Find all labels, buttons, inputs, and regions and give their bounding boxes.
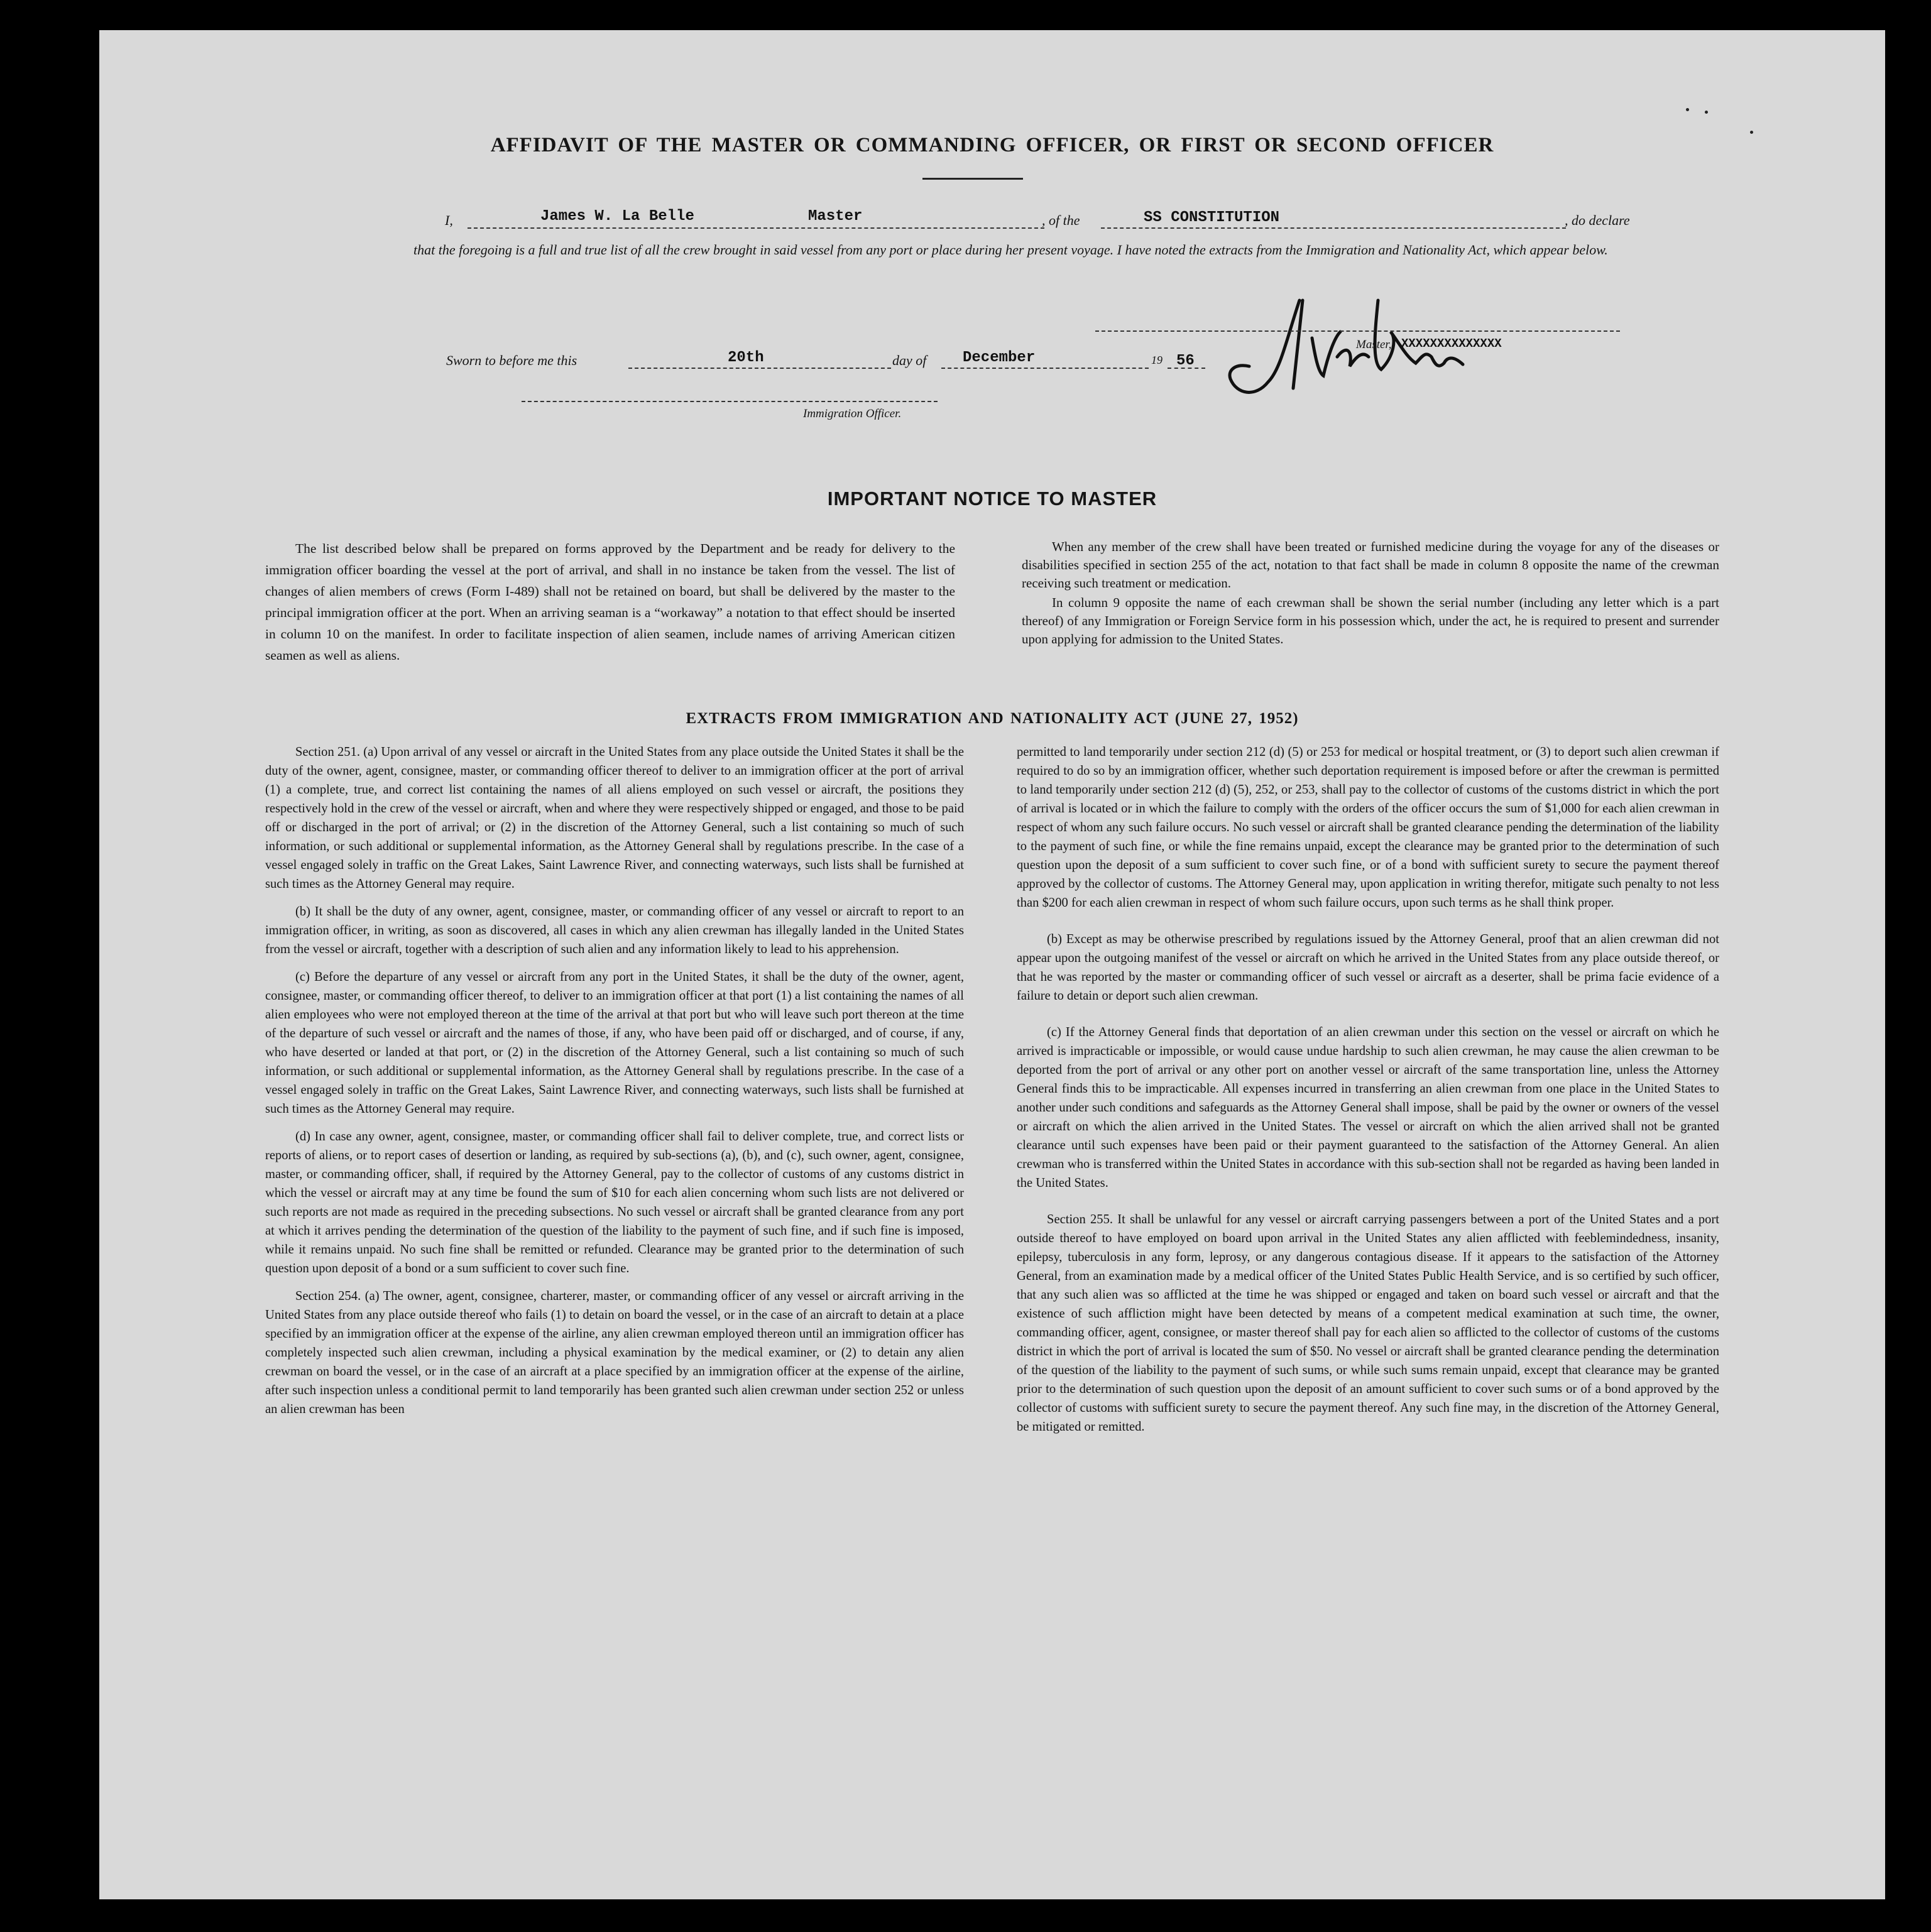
- year-value: 56: [1176, 352, 1195, 369]
- section-255: Section 255. It shall be unlawful for any vessel or aircraft carrying passengers between a port of the United States and a port outside thereof to have employed on board upon arrival in the United States any alien afflicted with feeblemindedness, insanity, epilepsy, tuberculosis in any form, leprosy, or any dangerous contagious disease. If it appears to the satisfaction of the Attorney General, from an examination made by a medical officer of the United States Public Health Service, and is so certified by such officer, that any such alien was so afflicted at the time he was shipped or engaged and taken on board such vessel or aircraft and that the existence of such affliction might have been detected by means of a competent medical examination at such time, the owner, commanding officer, agent, consignee, or master thereof shall pay for each alien so afflicted to the collector of customs of the customs district in which the port of arrival is located the sum of $50. No vessel or aircraft shall be granted clearance pending the determination of the question of the liability to the payment of such sums, or while such sums remain unpaid, except that clearance may be granted prior to the determination of such question upon the deposit of an amount sufficient to cover such sums or of a bond approved by the collector of customs with sufficient surety to secure the payment thereof. Any such fine may, in the discretion of the Attorney General, be mitigated or remitted.: [1017, 1213, 1719, 1434]
- declaration-text: that the foregoing is a full and true list of all the crew brought in said vessel from any port or place during her present voyage. I have noted the extracts from the Immigration and Nationality Act, which appear below.: [413, 242, 1608, 258]
- sworn-label: Sworn to before me this: [446, 352, 577, 368]
- section-251a: Section 251. (a) Upon arrival of any vessel or aircraft in the United States from any place outside the United States it shall be the duty of the owner, agent, consignee, master, or commanding officer thereof to deliver to an immigration officer at the port of arrival (1) a complete, true, and correct list containing the names of all aliens employed on such vessel or aircraft, the positions they respectively hold in the crew of the vessel or aircraft, when and where they were respectively shipped or engaged, and those to be paid off or discharged in the port of arrival; or (2) in the discretion of the Attorney General, such a list containing so much of such information, or such additional or supplemental information, as the Attorney General shall by regulations prescribe. In the case of a vessel engaged solely in traffic on the Great Lakes, Saint Lawrence River, and connecting waterways, such lists shall be furnished at such times as the Attorney General may require.: [265, 745, 964, 891]
- do-declare-label: , do declare: [1565, 212, 1630, 228]
- section-254a: Section 254. (a) The owner, agent, consignee, charterer, master, or commanding officer of any vessel or aircraft arriving in the United States from any place outside thereof who fails (1) to detain on board the vessel, or in the case of an aircraft to detain at a place specified by an immigration officer at the expense of the airline, any alien crewman employed thereon until an immigration officer has completely inspected such alien crewman, including a physical examination by the medical examiner, or (2) to detain any alien crewman on board the vessel, or in the case of an aircraft at a place specified by an immigration officer at the expense of the airline, after such inspection unless a conditional permit to land temporarily has been granted such alien crewman under section 252 or unless an alien crewman has been: [265, 1289, 964, 1416]
- day-value: 20th: [728, 349, 764, 366]
- day-of-label: day of: [892, 352, 927, 368]
- speck-mark: [1705, 111, 1708, 114]
- notice-right-column: [1022, 538, 1719, 650]
- notice-paragraph: When any member of the crew shall have been treated or furnished medicine during the voyage for any of the diseases or disabilities specified in section 255 of the act, notation to that fact shall be made in column 8 opposite the name of the crewman receiving such treatment or medication.: [1022, 539, 1719, 591]
- section-251b: (b) It shall be the duty of any owner, agent, consignee, master, or commanding officer of any vessel or aircraft to report to an immigration officer, in writing, as soon as discovered, all cases in which any alien crewman has illegally landed in the United States from the vessel or aircraft, together with a description of such alien and any information likely to lead to his apprehension.: [265, 905, 964, 956]
- master-caption: Master,: [1356, 338, 1392, 351]
- i-label: I,: [445, 212, 453, 228]
- vessel-line: [1101, 227, 1566, 229]
- officer-signature-line: [522, 401, 938, 402]
- extracts-title: EXTRACTS FROM IMMIGRATION AND NATIONALITY ACT (JUNE 27, 1952): [686, 710, 1299, 727]
- notice-paragraph: In column 9 opposite the name of each crewman shall be shown the serial number (including any letter which is a part thereof) of any Immigration or Foreign Service form in his possession which, under the act, he is required to present and surrender upon applying for admission to the United States.: [1022, 595, 1719, 647]
- month-line: [941, 368, 1149, 369]
- notice-left-column: [265, 538, 955, 675]
- section-251c: (c) Before the departure of any vessel or aircraft from any port in the United States, it shall be the duty of the owner, agent, consignee, master, or commanding officer thereof, to deliver to an immigration officer at that port (1) a list containing the names of all alien employees who were not employed thereon at the time of the arrival at that port but who will leave such port thereon at the time of the departure of such vessel or aircraft and the names of those, if any, who have been paid off or discharged, and of course, if any, who have deserted or landed at that port, or (2) in the discretion of the Attorney General, such a list containing so much of such information, or such additional or supplemental information, as the Attorney General shall by regulations prescribe. In the case of a vessel engaged solely in traffic on the Great Lakes, Saint Lawrence River, and connecting waterways, such lists shall be furnished at such times as the Attorney General may require.: [265, 970, 964, 1116]
- affidavit-title: AFFIDAVIT OF THE MASTER OR COMMANDING OFFICER, OR FIRST OR SECOND OFFICER: [490, 134, 1494, 156]
- vessel-name-value: SS CONSTITUTION: [1144, 209, 1280, 226]
- notice-title: IMPORTANT NOTICE TO MASTER: [827, 488, 1157, 510]
- name-line: [468, 227, 1044, 229]
- section-251d: (d) In case any owner, agent, consignee, master, or commanding officer shall fail to deliver complete, true, and correct lists or reports of aliens, or to report cases of desertion or landing, as required by sub-sections (a), (b), and (c), such owner, agent, consignee, master, or commanding officer, shall, if required by the Attorney General, pay to the collector of customs of any customs district in which the vessel or aircraft may at any time be found the sum of $10 for each alien concerning whom such lists are not delivered or such reports are not made as required in the preceding subsections. No such vessel or aircraft shall be granted clearance from any port at which it arrives pending the determination of the question of the liability to the payment of such fine, and if such fine is imposed, while it remains unpaid. No such fine shall be remitted or refunded. Clearance may be granted prior to the determination of such question upon deposit of a bond or a sum sufficient to cover such fine.: [265, 1130, 964, 1275]
- document-page: [99, 30, 1885, 1899]
- day-line: [628, 368, 891, 369]
- title-rule: [922, 178, 1023, 180]
- extracts-right-column: [1017, 743, 1719, 1445]
- rank-value: Master: [808, 208, 863, 225]
- officer-label: Immigration Officer.: [803, 407, 902, 420]
- year-prefix: 19: [1151, 354, 1162, 366]
- struck-titles: XXXXXXXXXXXXXX: [1401, 337, 1502, 351]
- master-name-value: James W. La Belle: [540, 208, 694, 225]
- section-254a-continued: permitted to land temporarily under section 212 (d) (5) or 253 for medical or hospital treatment, or (3) to deport such alien crewman if required to do so by an immigration officer, whether such deportation requirement is imposed before or after the crewman is permitted to land temporarily under section 212 (d) (5), 252, or 253, shall pay to the collector of customs of the customs district in which the port of arrival is located or in which the failure to comply with the orders of the officer occurs the sum of $1,000 for each alien crewman in respect of whom any such failure occurs. No such vessel or aircraft shall be granted clearance pending the determination of the liability to the payment of such fine, or while the fine remains unpaid, except the clearance may be granted prior to the determination of such question upon the deposit of a sum sufficient to cover such fine, or of a bond with sufficient surety to secure the payment thereof approved by the collector of customs. The Attorney General may, upon application in writing therefor, mitigate such penalty to not less than $200 for each alien crewman in respect of whom such failure occurs, upon such terms as he shall think proper.: [1017, 745, 1719, 910]
- month-value: December: [963, 349, 1036, 366]
- extracts-left-column: [265, 743, 964, 1427]
- section-254c: (c) If the Attorney General finds that deportation of an alien crewman under this section on the vessel or aircraft on which he arrived is impracticable or impossible, or would cause undue hardship to such alien crewman, he may cause the alien crewman to be deported from the port of arrival or any other port on another vessel or aircraft of the same transportation line, unless the Attorney General finds this to be impracticable. All expenses incurred in transferring an alien crewman from one place in the United States to another under such conditions and safeguards as the Attorney General shall impose, shall be paid by the owner or owners of the vessel or aircraft on which the alien arrived in the United States. The vessel or aircraft on which the alien arrived shall not be granted clearance until such expenses have been paid or their payment guaranteed to the satisfaction of the Attorney General. An alien crewman who is transferred within the United States in accordance with this sub-section shall not be regarded as having been landed in the United States.: [1017, 1025, 1719, 1190]
- notice-paragraph: The list described below shall be prepared on forms approved by the Department and be ready for delivery to the immigration officer boarding the vessel at the port of arrival, and shall in no instance be taken from the vessel. The list of changes of alien members of crews (Form I-489) shall not be retained on board, but shall be delivered by the master to the principal immigration officer at the port. When an arriving seaman is a “workaway” a notation to that effect should be inserted in column 10 on the manifest. In order to facilitate inspection of alien seamen, include names of arriving American citizen seamen as well as aliens.: [265, 541, 955, 663]
- of-the-label: , of the: [1042, 212, 1080, 228]
- speck-mark: [1686, 108, 1689, 111]
- signature-line: [1095, 330, 1620, 332]
- section-254b: (b) Except as may be otherwise prescribed by regulations issued by the Attorney General, proof that an alien crewman did not appear upon the outgoing manifest of the vessel or aircraft on which he arrived in the United States from any place outside thereof, or that he was reported by the master or commanding officer of such vessel or aircraft as a deserter, shall be prima facie evidence of a failure to detain or deport such alien crewman.: [1017, 932, 1719, 1003]
